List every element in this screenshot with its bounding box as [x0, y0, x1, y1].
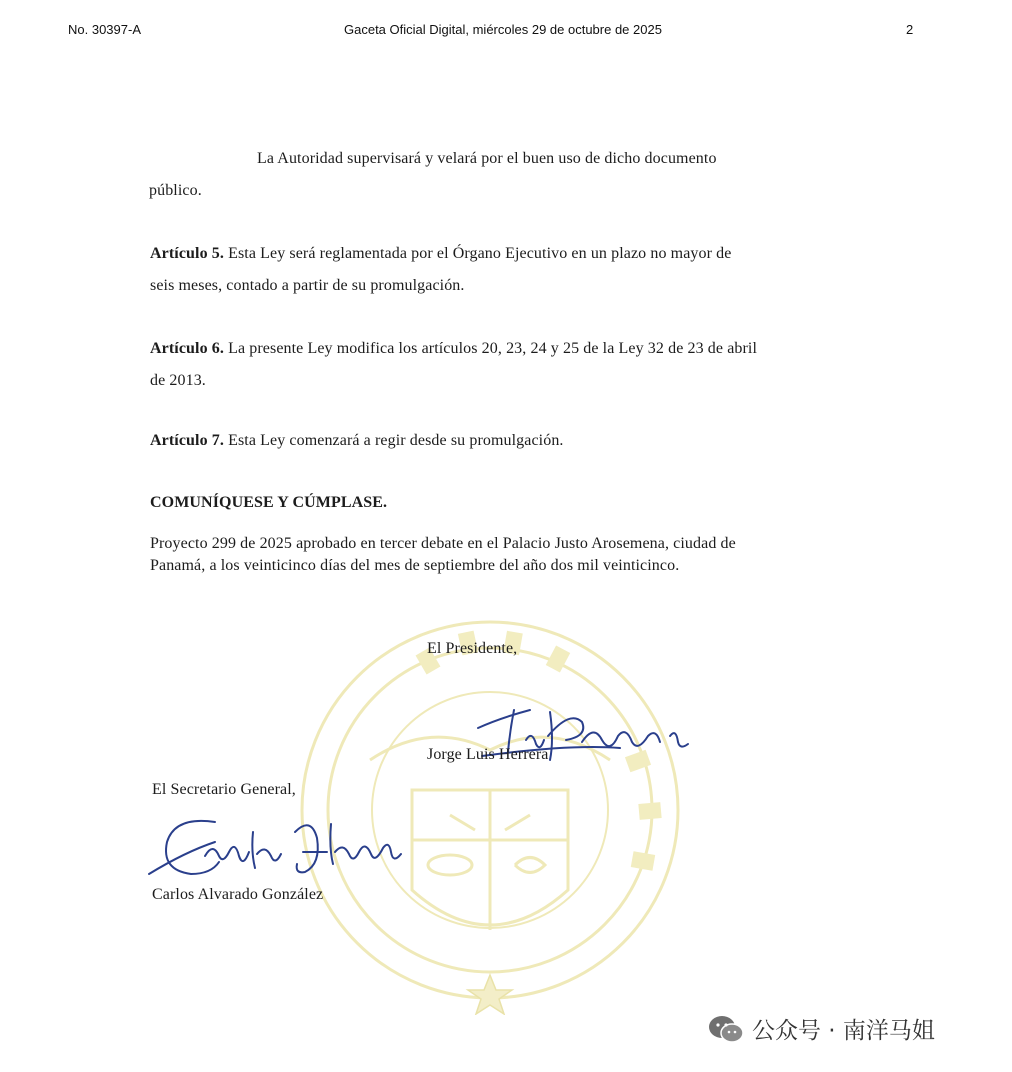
article-5 — [150, 238, 830, 302]
approval-line-1: Proyecto 299 de 2025 aprobado en tercer debate en el Palacio Justo Arosemena, ciudad de — [150, 535, 736, 552]
page-number: 2 — [906, 22, 914, 37]
secretary-title: El Secretario General, — [152, 781, 296, 798]
article-5-text-1: Esta Ley será reglamentada por el Órgano Ejecutivo en un plazo no mayor de — [223, 245, 732, 262]
wechat-icon — [708, 1014, 744, 1044]
article-6 — [150, 333, 830, 397]
article-6-text-2: de 2013. — [150, 372, 206, 389]
article-6-text-1: La presente Ley modifica los artículos 20, 23, 24 y 25 de la Ley 32 de 23 de abril — [223, 340, 758, 357]
continuation-line-1: La Autoridad supervisará y velará por el buen uso de dicho documento — [257, 150, 717, 167]
article-7-text: Esta Ley comenzará a regir desde su promulgación. — [223, 432, 564, 449]
article-5-text-2: seis meses, contado a partir de su promulgación. — [150, 277, 465, 294]
article-6-label: Artículo 6. — [150, 340, 224, 357]
watermark-text: 公众号 · 南洋马姐 — [752, 1018, 935, 1044]
president-name: Jorge Luis Herrera — [427, 746, 549, 763]
approval-line-2: Panamá, a los veinticinco días del mes de septiembre del año dos mil veinticinco. — [150, 557, 680, 574]
publication-title: Gaceta Oficial Digital, miércoles 29 de octubre de 2025 — [344, 22, 662, 37]
article-7-label: Artículo 7. — [150, 432, 224, 449]
president-title: El Presidente, — [427, 640, 518, 657]
secretary-name: Carlos Alvarado González — [152, 886, 324, 903]
secretary-signature-icon — [145, 812, 405, 890]
article-7 — [150, 430, 830, 452]
watermark — [708, 1012, 935, 1045]
approval-paragraph — [150, 533, 830, 577]
continuation-paragraph — [149, 143, 827, 207]
continuation-line-2: público. — [149, 182, 202, 199]
closing-formula: COMUNÍQUESE Y CÚMPLASE. — [150, 494, 388, 511]
issue-number: No. 30397-A — [68, 22, 141, 37]
article-5-label: Artículo 5. — [150, 245, 224, 262]
